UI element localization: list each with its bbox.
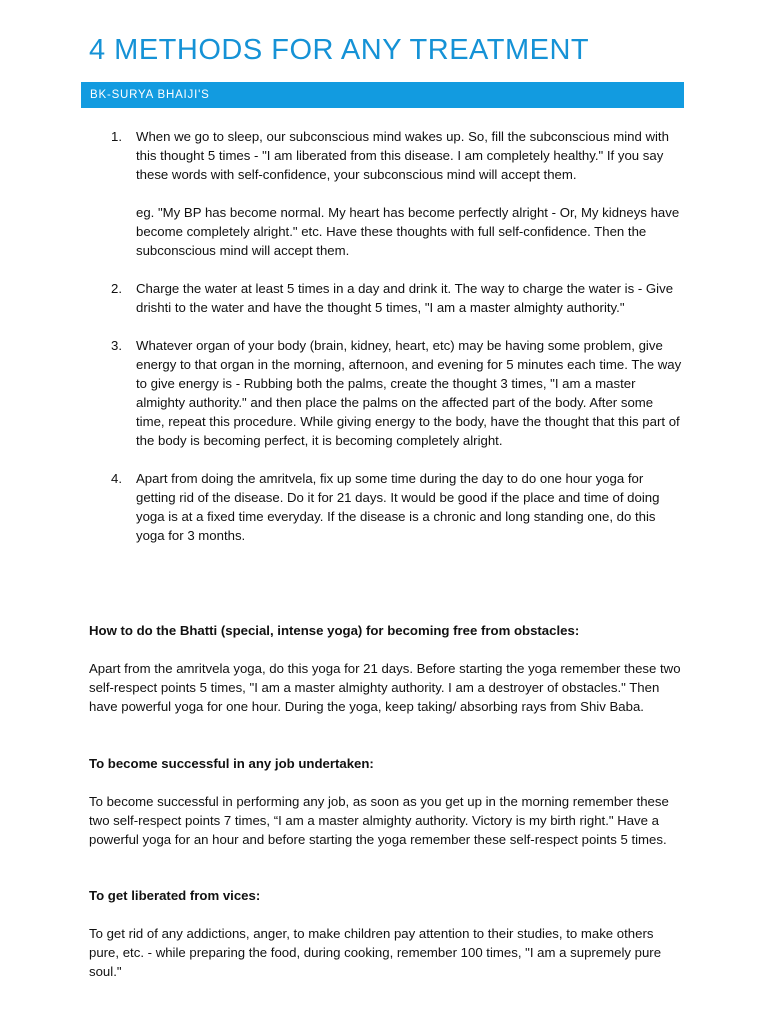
section-body: To get rid of any addictions, anger, to make children pay attention to their studies, to make others pure, etc. - while preparing the food, during cooking, remember 100 times, "I am a supremely pure soul." xyxy=(89,926,662,979)
section-bhatti xyxy=(89,621,684,716)
section-body: Apart from the amritvela yoga, do this yoga for 21 days. Before starting the yoga remember these two self-respect points 5 times, "I am a master almighty authority. I am a destroyer of obstacles." Then have powerful yoga for one hour. During the yoga, keep taking/ absorbing rays from Shiv Baba. xyxy=(89,661,681,714)
method-item-4 xyxy=(89,469,684,545)
method-paragraph: When we go to sleep, our subconscious mind wakes up. So, fill the subconscious mind with this thought 5 times - "I am liberated from this disease. I am completely healthy." If you say these words with self-confidence, your subconscious mind will accept them. xyxy=(136,129,669,182)
method-item-2 xyxy=(89,279,684,317)
section-heading: How to do the Bhatti (special, intense yoga) for becoming free from obstacles: xyxy=(89,623,580,638)
method-paragraph: eg. "My BP has become normal. My heart has become perfectly alright - Or, My kidneys have become completely alright." etc. Have these thoughts with full self-confidence. Then the subconscious mind will accept them. xyxy=(136,205,680,258)
method-item-1 xyxy=(89,127,684,260)
section-body: To become successful in performing any job, as soon as you get up in the morning remember these two self-respect points 7 times, “I am a master almighty authority. Victory is my birth right." Have a powerful yoga for an hour and before starting the yoga remember these self-respect points 5 times. xyxy=(89,794,669,847)
document-title: 4 METHODS FOR ANY TREATMENT xyxy=(89,34,590,66)
method-paragraph: Charge the water at least 5 times in a day and drink it. The way to charge the water is - Give drishti to the water and have the thought 5 times, "I am a master almighty authority." xyxy=(136,281,674,315)
section-heading: To become successful in any job undertaken: xyxy=(89,756,374,771)
method-number: 3. xyxy=(111,338,122,353)
method-number: 2. xyxy=(111,281,122,296)
method-item-3 xyxy=(89,336,684,450)
method-number: 1. xyxy=(111,129,122,144)
method-paragraph: Whatever organ of your body (brain, kidney, heart, etc) may be having some problem, give energy to that organ in the morning, afternoon, and evening for 5 minutes each time. The way to give energy is - Rubbing both the palms, create the thought 3 times, "I am a master almighty authority." and then place the palms on the affected part of the body. After some time, repeat this procedure. While giving energy to the body, have the thought that this part of the body is becoming perfect, it is becoming completely alright. xyxy=(136,338,682,448)
subtitle-bar xyxy=(81,82,684,108)
section-vices xyxy=(89,886,684,981)
section-success xyxy=(89,754,684,849)
methods-list xyxy=(89,127,684,564)
section-heading: To get liberated from vices: xyxy=(89,888,261,903)
method-number: 4. xyxy=(111,471,122,486)
document-subtitle: BK-SURYA BHAIJI'S xyxy=(90,89,210,101)
method-paragraph: Apart from doing the amritvela, fix up some time during the day to do one hour yoga for getting rid of the disease. Do it for 21 days. It would be good if the place and time of doing yoga is at a fixed time everyday. If the disease is a chronic and long standing one, do this yoga for 3 months. xyxy=(136,471,660,543)
